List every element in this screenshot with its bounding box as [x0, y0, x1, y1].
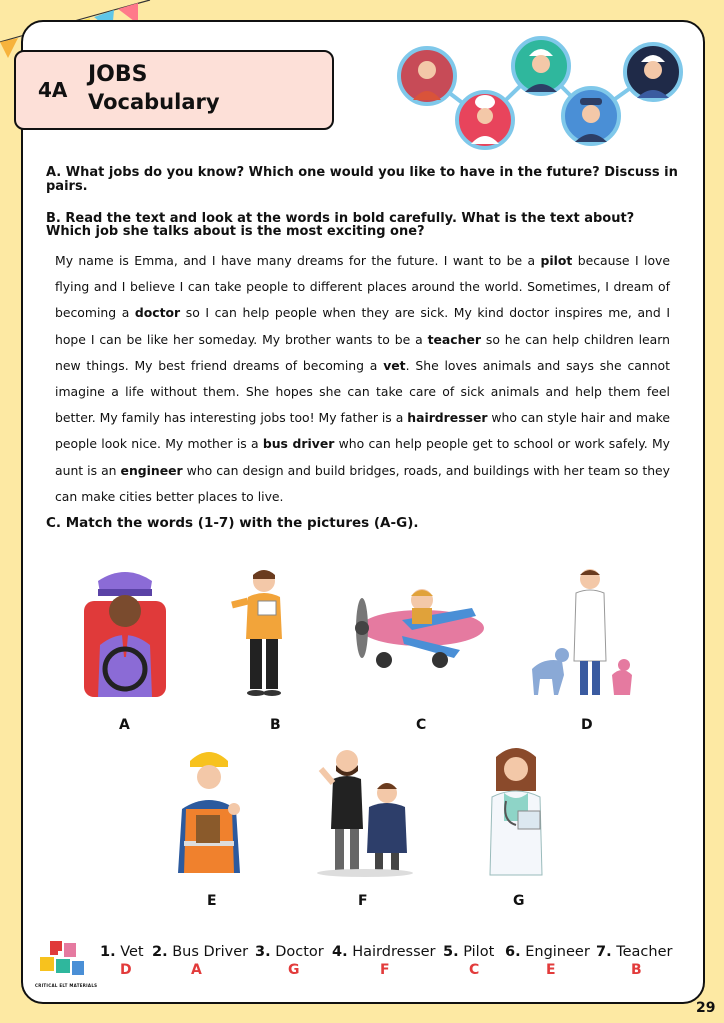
- bold-word-doctor: doctor: [134, 305, 181, 321]
- answer-item-2: 2. Bus Driver: [152, 944, 249, 960]
- question-b-line1: B. Read the text and look at the words in bold carefully. What is the text about?: [46, 211, 635, 226]
- bold-word-pilot: pilot: [540, 253, 573, 268]
- picture-label-e: E: [207, 893, 217, 909]
- picture-label-c: C: [416, 717, 427, 733]
- answer-item-1: 1. Vet: [100, 944, 144, 960]
- answer-item-4: 4. Hairdresser: [332, 944, 436, 960]
- answer-letter-6: E: [546, 962, 556, 978]
- bus-driver-picture: [80, 565, 170, 697]
- avatar-pilot-icon: [563, 88, 619, 144]
- bold-word-vet: vet: [383, 357, 406, 373]
- answer-item-6: 6. Engineer: [505, 944, 590, 960]
- avatar-woman-icon: [399, 48, 455, 104]
- question-a: A. What jobs do you know? Which one would you like to have in the future? Discuss in pairs.: [46, 165, 678, 194]
- picture-label-b: B: [270, 717, 281, 733]
- hairdresser-picture: [313, 745, 417, 877]
- job-avatars-illustration: [395, 30, 695, 154]
- page-number: 29: [696, 1000, 716, 1016]
- bold-word-hairdresser: hairdresser: [407, 410, 488, 426]
- publisher-logo: [36, 937, 88, 983]
- vet-picture: [528, 565, 636, 697]
- bold-word-engineer: engineer: [120, 462, 183, 478]
- teacher-picture: [228, 565, 300, 697]
- header-box: [14, 50, 334, 130]
- avatar-chef-icon: [457, 92, 513, 148]
- answer-item-5: 5. Pilot: [443, 944, 495, 960]
- answer-item-7: 7. Teacher: [596, 944, 673, 960]
- unit-label: 4A: [38, 78, 68, 102]
- picture-label-a: A: [119, 717, 130, 733]
- answer-letter-3: G: [288, 962, 300, 978]
- doctor-picture: [478, 745, 554, 877]
- answer-letter-7: B: [631, 962, 642, 978]
- answer-letter-5: C: [469, 962, 480, 978]
- avatar-worker-icon: [625, 44, 681, 100]
- question-c: C. Match the words (1-7) with the pictures (A-G).: [46, 515, 419, 531]
- bold-word-bus-driver: bus driver: [262, 436, 335, 452]
- question-b-line2: Which job she talks about is the most exciting one?: [46, 224, 425, 239]
- page-subtitle: Vocabulary: [88, 90, 220, 114]
- picture-label-d: D: [581, 717, 593, 733]
- answer-letter-4: F: [380, 962, 390, 978]
- picture-label-g: G: [513, 893, 525, 909]
- avatar-engineer-icon: [513, 38, 569, 94]
- page-title: JOBS: [88, 62, 148, 87]
- engineer-picture: [168, 745, 250, 875]
- pilot-plane-picture: [342, 570, 494, 680]
- answer-letter-2: A: [191, 962, 202, 978]
- answer-item-3: 3. Doctor: [255, 944, 324, 960]
- publisher-logo-text: CRITICAL ELT MATERIALS: [35, 983, 98, 988]
- bold-word-teacher: teacher: [427, 331, 481, 347]
- answer-letter-1: D: [120, 962, 132, 978]
- picture-label-f: F: [358, 893, 368, 909]
- reading-text: My name is Emma, and I have many dreams for the future. I want to be a pilot because I love flying and I believe I can take people to different places around the world. Sometimes, I dream of becoming a doctor so I can help people when they are sick. My kind doctor inspires me, and I hope I can be like her someday. My brother wants to be a teacher so he can help children learn new things. My best friend dreams of becoming a vet. She loves animals and says she cannot imagine a life without them. She hopes she can take care of sick animals and help them feel better. My family has interesting jobs too! My father is a hairdresser who can style hair and make people look nice. My mother is a bus driver who can help people get to school or work safely. My aunt is an engineer who can design and build bridges, roads, and buildings with her team so they can make cities better places to live.: [55, 253, 671, 504]
